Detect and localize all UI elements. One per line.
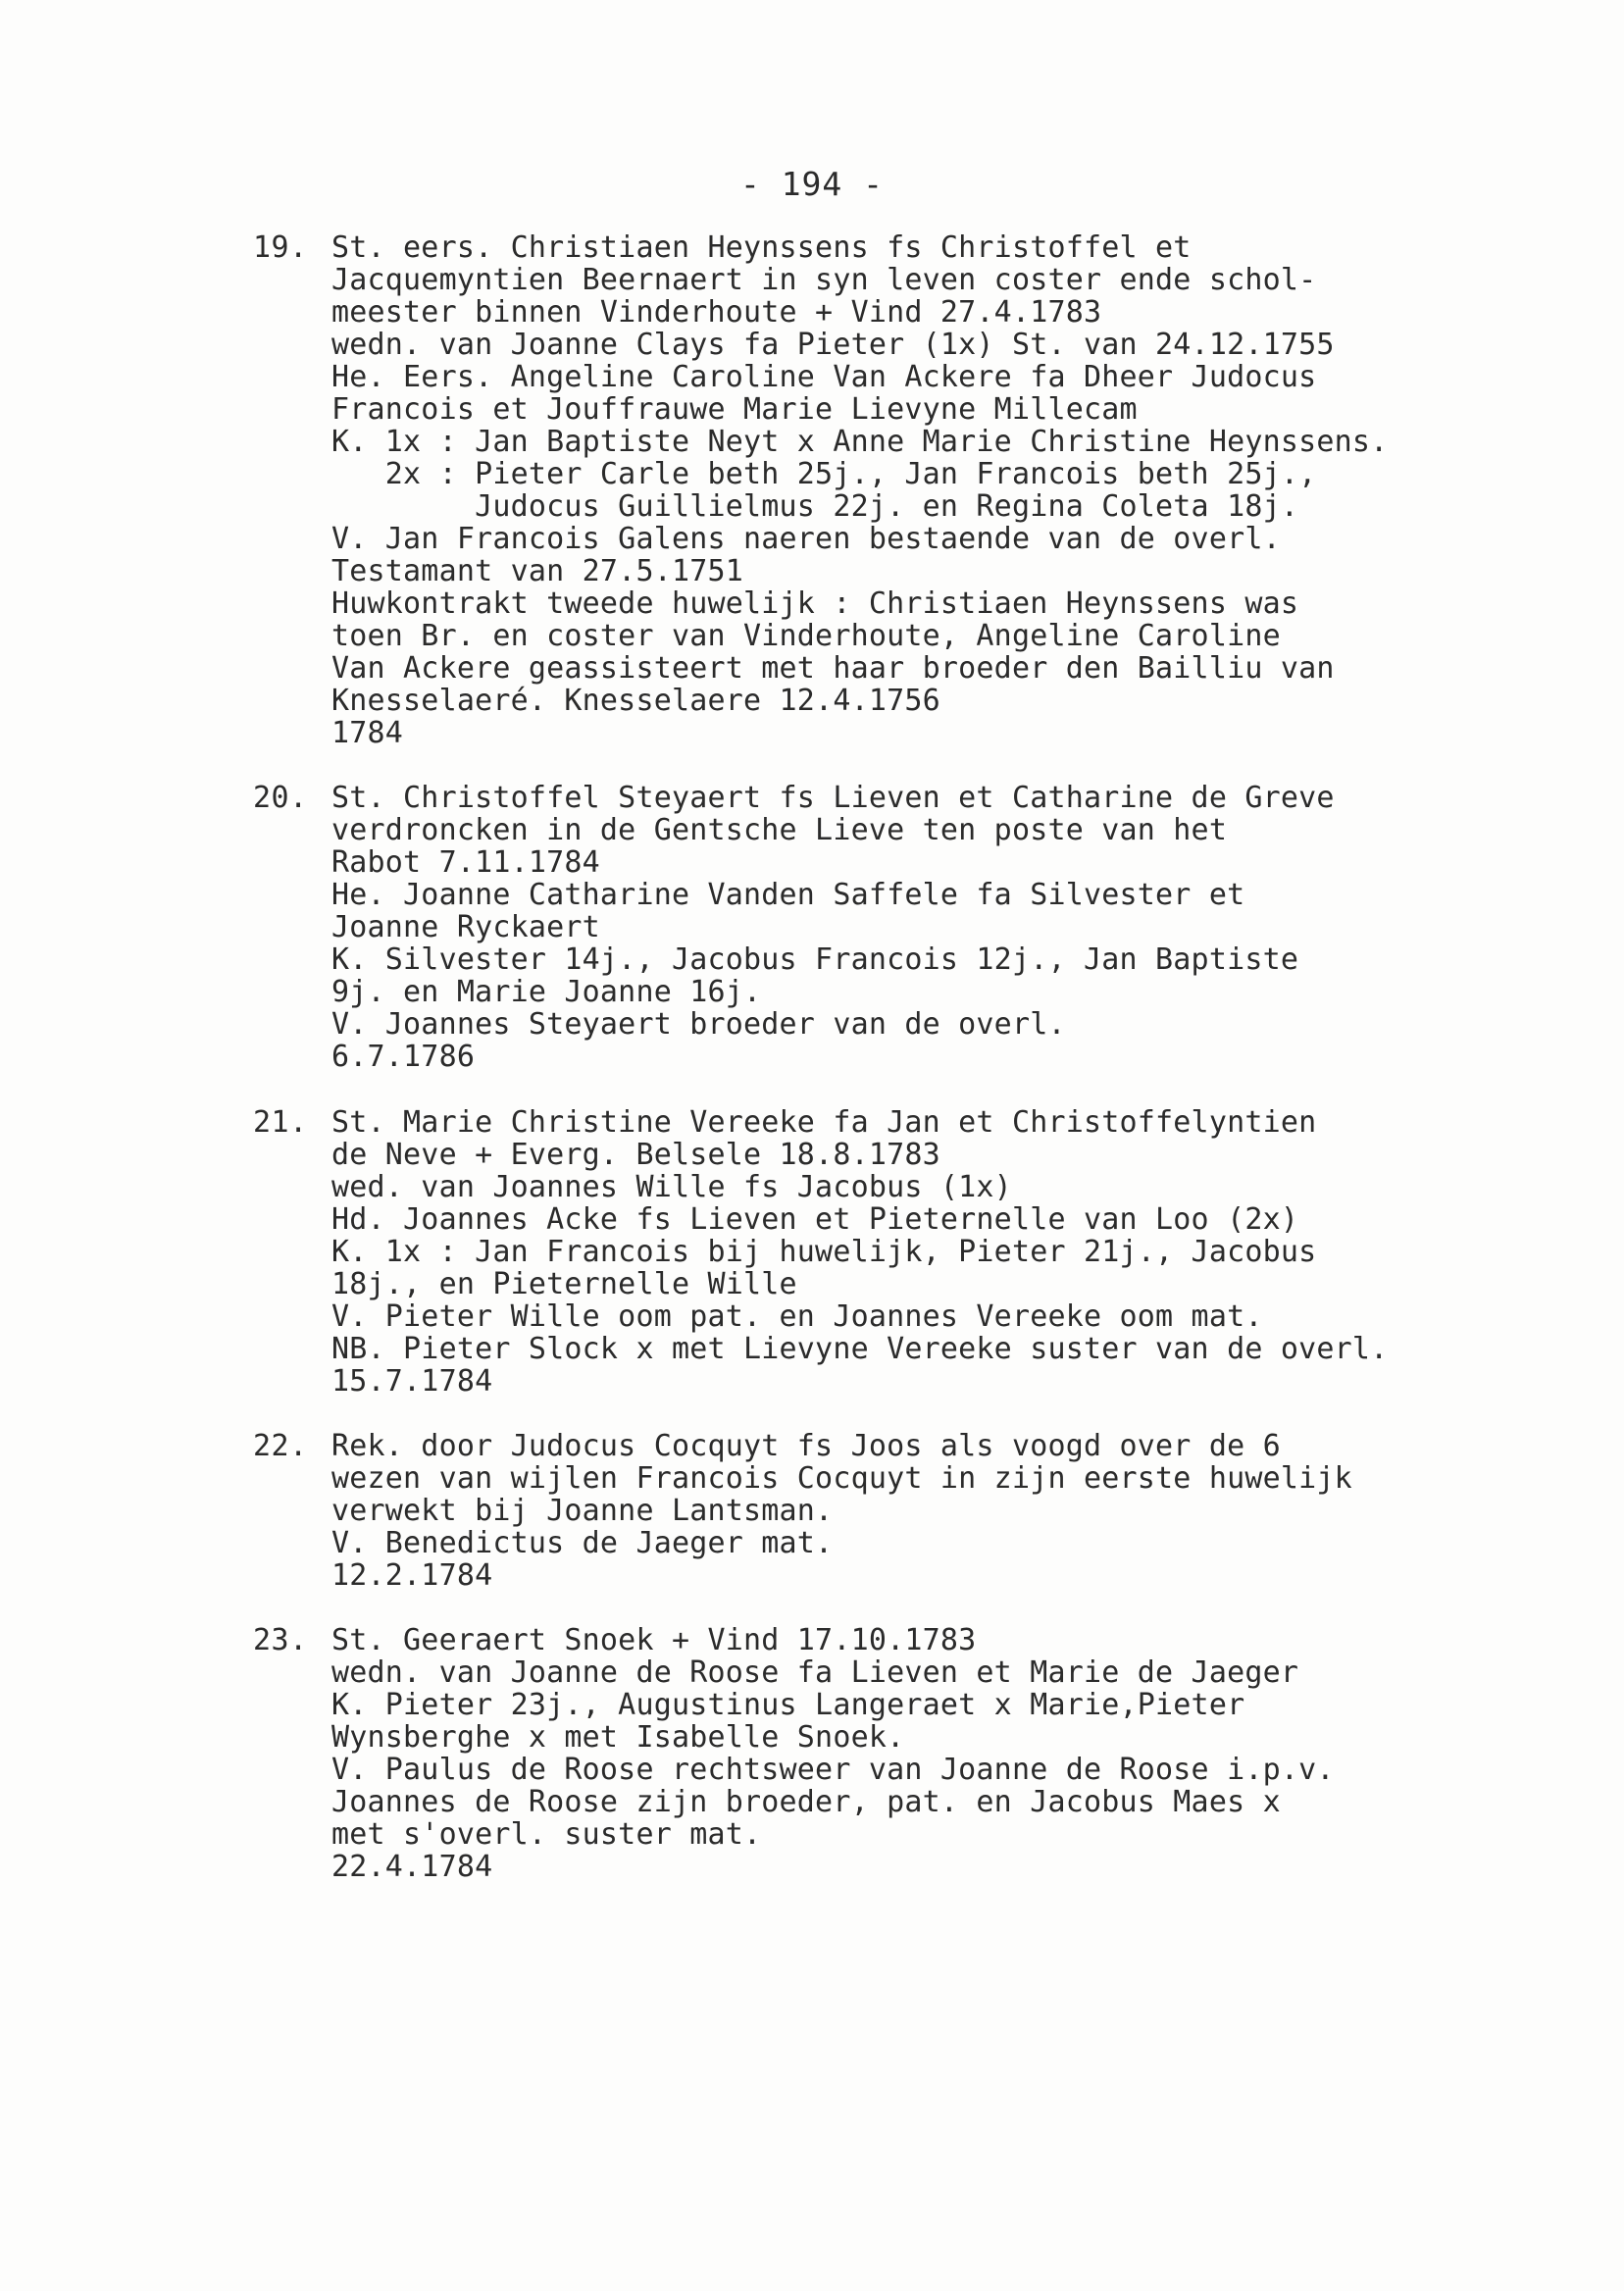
text-line: 6.7.1786 — [331, 1040, 476, 1074]
entry-text — [331, 1430, 1567, 1592]
entry-number: 19. — [253, 230, 308, 265]
text-line: V. Pieter Wille oom pat. en Joannes Vereeke oom mat. — [331, 1299, 1263, 1334]
entry-text — [331, 231, 1567, 749]
entry-text — [331, 1624, 1567, 1883]
text-line: He. Joanne Catharine Vanden Saffele fa Silvester et — [331, 878, 1245, 912]
text-line: meester binnen Vinderhoute + Vind 27.4.1783 — [331, 295, 1102, 330]
text-line: 9j. en Marie Joanne 16j. — [331, 975, 762, 1009]
text-line: Joanne Ryckaert — [331, 910, 600, 944]
text-line: K. 1x : Jan Francois bij huwelijk, Pieter 21j., Jacobus — [331, 1235, 1317, 1269]
text-line: 2x : Pieter Carle beth 25j., Jan Francois beth 25j., — [331, 457, 1317, 491]
text-line: Francois et Jouffrauwe Marie Lievyne Millecam — [331, 392, 1138, 427]
text-line: 18j., en Pieternelle Wille — [331, 1267, 797, 1301]
text-line: Knesselaeré. Knesselaere 12.4.1756 — [331, 684, 940, 718]
page-number: - 194 - — [739, 165, 885, 203]
text-line: wezen van wijlen Francois Cocquyt in zijn eerste huwelijk — [331, 1461, 1352, 1496]
text-line: Wynsberghe x met Isabelle Snoek. — [331, 1720, 905, 1755]
text-line: verdroncken in de Gentsche Lieve ten poste van het — [331, 813, 1228, 847]
text-line: Jacquemyntien Beernaert in syn leven coster ende schol- — [331, 263, 1317, 297]
text-line: V. Jan Francois Galens naeren bestaende van de overl. — [331, 522, 1281, 556]
text-line: K. 1x : Jan Baptiste Neyt x Anne Marie Christine Heynssens. — [331, 425, 1389, 459]
entry-text — [331, 1106, 1567, 1398]
text-line: V. Joannes Steyaert broeder van de overl. — [331, 1007, 1066, 1042]
text-line: toen Br. en coster van Vinderhoute, Angeline Caroline — [331, 619, 1281, 653]
text-line: 1784 — [331, 716, 404, 750]
entry-number: 20. — [253, 781, 308, 815]
text-line: K. Pieter 23j., Augustinus Langeraet x Marie,Pieter — [331, 1688, 1245, 1722]
text-line: Rabot 7.11.1784 — [331, 845, 600, 880]
text-line: St. Geeraert Snoek + Vind 17.10.1783 — [331, 1623, 977, 1657]
text-line: St. eers. Christiaen Heynssens fs Christoffel et — [331, 230, 1192, 265]
text-line: Joannes de Roose zijn broeder, pat. en Jacobus Maes x — [331, 1785, 1281, 1819]
text-line: Judocus Guillielmus 22j. en Regina Coleta 18j. — [331, 489, 1299, 524]
text-line: V. Paulus de Roose rechtsweer van Joanne de Roose i.p.v. — [331, 1753, 1335, 1787]
text-line: Van Ackere geassisteert met haar broeder den Bailliu van — [331, 651, 1335, 686]
entry-number: 22. — [253, 1429, 308, 1463]
text-line: St. Christoffel Steyaert fs Lieven et Catharine de Greve — [331, 781, 1335, 815]
text-line: St. Marie Christine Vereeke fa Jan et Christoffelyntien — [331, 1105, 1317, 1140]
text-line: met s'overl. suster mat. — [331, 1817, 762, 1852]
text-line: 12.2.1784 — [331, 1558, 493, 1593]
text-line: de Neve + Everg. Belsele 18.8.1783 — [331, 1138, 940, 1172]
text-line: 22.4.1784 — [331, 1850, 493, 1884]
text-line: Huwkontrakt tweede huwelijk : Christiaen Heynssens was — [331, 586, 1299, 621]
text-line: wedn. van Joanne Clays fa Pieter (1x) St. van 24.12.1755 — [331, 328, 1335, 362]
text-line: 15.7.1784 — [331, 1364, 493, 1399]
text-line: V. Benedictus de Jaeger mat. — [331, 1526, 834, 1560]
text-line: verwekt bij Joanne Lantsman. — [331, 1494, 834, 1528]
text-line: wed. van Joannes Wille fs Jacobus (1x) — [331, 1170, 1012, 1204]
text-line: Testamant van 27.5.1751 — [331, 554, 744, 588]
entry-number: 21. — [253, 1105, 308, 1140]
text-line: Hd. Joannes Acke fs Lieven et Pieternelle van Loo (2x) — [331, 1202, 1299, 1237]
text-line: K. Silvester 14j., Jacobus Francois 12j., Jan Baptiste — [331, 942, 1299, 977]
text-line: NB. Pieter Slock x met Lievyne Vereeke suster van de overl. — [331, 1332, 1389, 1366]
text-line: wedn. van Joanne de Roose fa Lieven et Marie de Jaeger — [331, 1655, 1299, 1690]
text-line: Rek. door Judocus Cocquyt fs Joos als voogd over de 6 — [331, 1429, 1281, 1463]
entry-text — [331, 782, 1567, 1073]
entry-number: 23. — [253, 1623, 308, 1657]
text-line: He. Eers. Angeline Caroline Van Ackere fa Dheer Judocus — [331, 360, 1317, 394]
